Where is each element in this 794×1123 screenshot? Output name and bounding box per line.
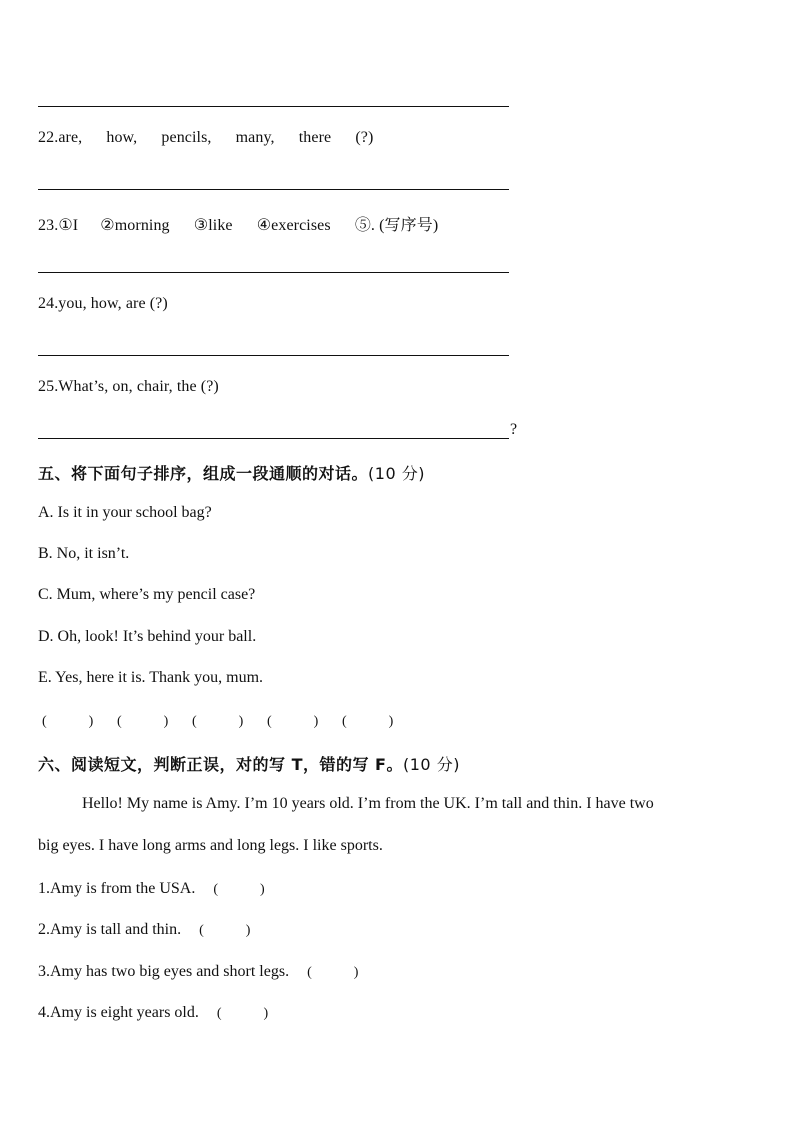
order-slot-3[interactable]: ( ) <box>192 714 244 729</box>
passage-line-2: big eyes. I have long arms and long legs. I like sports. <box>38 837 383 854</box>
tf-question-1 <box>38 878 265 898</box>
answer-line-22[interactable] <box>38 189 509 190</box>
order-slot-1[interactable]: ( ) <box>42 714 94 729</box>
tf-answer-slot-2[interactable]: ( ) <box>199 923 251 938</box>
word: ①I <box>58 217 79 234</box>
question-23 <box>38 212 438 235</box>
section-6-score: (10 分) <box>403 755 460 774</box>
tf-question-text: 3.Amy has two big eyes and short legs. <box>38 963 290 980</box>
word: ⑤. (写序号) <box>354 217 439 234</box>
word: ②morning <box>100 217 170 234</box>
word: (?) <box>355 129 374 146</box>
tf-question-text: 2.Amy is tall and thin. <box>38 921 182 938</box>
word: ③like <box>193 217 233 234</box>
question-24: 24.you, how, are (?) <box>38 295 168 312</box>
option-d: D. Oh, look! It’s behind your ball. <box>38 628 257 645</box>
section-5-title <box>38 461 425 484</box>
order-answer-slots <box>42 710 417 730</box>
question-22 <box>38 129 373 147</box>
option-a: A. Is it in your school bag? <box>38 504 212 521</box>
question-number: 23. <box>38 217 59 234</box>
section-6-title-text: 六、阅读短文，判断正误，对的写 T，错的写 F。 <box>38 755 403 774</box>
answer-line-21[interactable] <box>38 106 509 107</box>
tf-question-2 <box>38 919 250 939</box>
section-5-title-text: 五、将下面句子排序，组成一段通顺的对话。 <box>38 464 369 483</box>
word: there <box>298 129 332 146</box>
option-c: C. Mum, where’s my pencil case? <box>38 586 256 603</box>
tf-question-text: 1.Amy is from the USA. <box>38 880 196 897</box>
order-slot-4[interactable]: ( ) <box>267 714 319 729</box>
tf-question-4 <box>38 1002 268 1022</box>
tf-question-text: 4.Amy is eight years old. <box>38 1004 199 1021</box>
section-5-score: (10 分) <box>368 464 425 483</box>
passage-line-1: Hello! My name is Amy. I’m 10 years old. I’m from the UK. I’m tall and thin. I have two <box>82 795 654 812</box>
word: many, <box>235 129 275 146</box>
word: are, <box>58 129 83 146</box>
question-number: 22. <box>38 129 59 146</box>
answer-line-23[interactable] <box>38 272 509 273</box>
option-e: E. Yes, here it is. Thank you, mum. <box>38 669 264 686</box>
answer-line-25[interactable] <box>38 438 509 439</box>
order-slot-5[interactable]: ( ) <box>342 714 394 729</box>
answer-line-25-suffix: ? <box>510 421 518 438</box>
order-slot-2[interactable]: ( ) <box>117 714 169 729</box>
answer-line-24[interactable] <box>38 355 509 356</box>
option-b: B. No, it isn’t. <box>38 545 130 562</box>
tf-answer-slot-1[interactable]: ( ) <box>213 882 265 897</box>
tf-answer-slot-3[interactable]: ( ) <box>307 965 359 980</box>
word: pencils, <box>161 129 212 146</box>
question-25: 25.What’s, on, chair, the (?) <box>38 378 219 395</box>
word: ④exercises <box>256 217 331 234</box>
tf-question-3 <box>38 961 358 981</box>
word: how, <box>106 129 138 146</box>
tf-answer-slot-4[interactable]: ( ) <box>216 1006 269 1021</box>
section-6-title <box>38 752 460 775</box>
